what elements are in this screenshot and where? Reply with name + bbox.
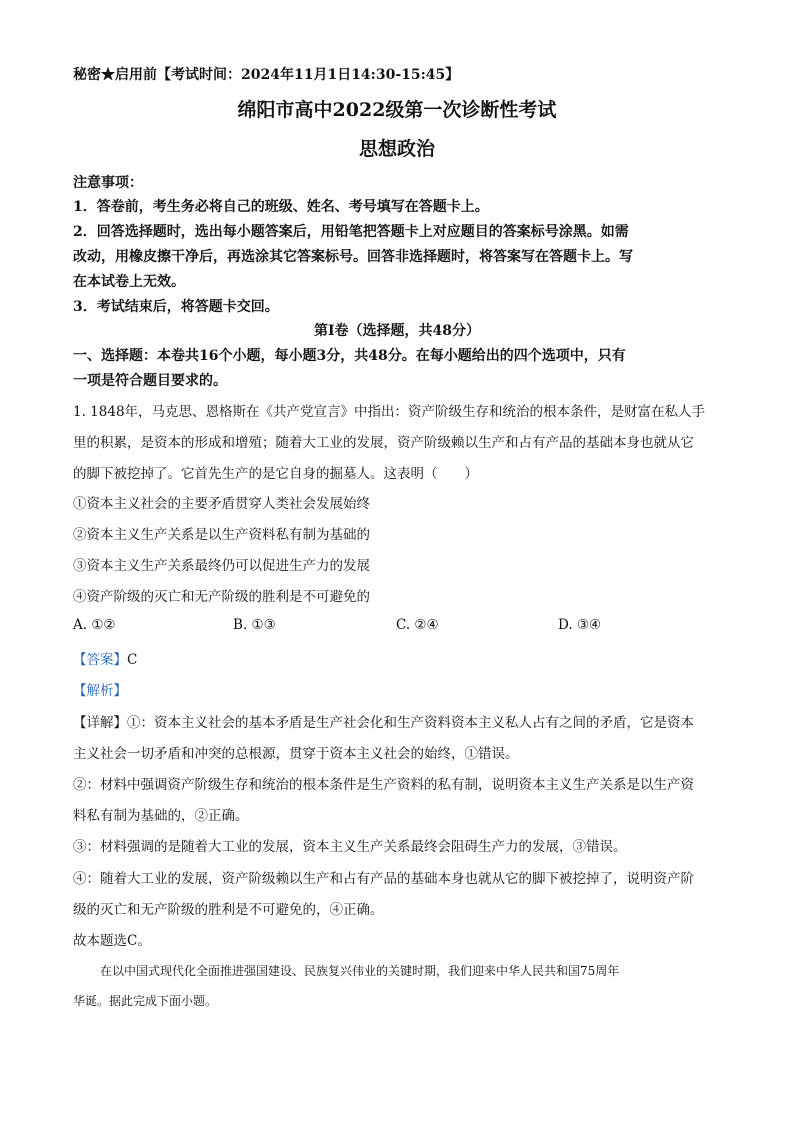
detail-1-line-2: 主义社会一切矛盾和冲突的总根源，贯穿于资本主义社会的始终，①错误。 (73, 746, 519, 762)
notice-item-2-line-2: 改动，用橡皮擦干净后，再选涂其它答案标号。回答非选择题时，将答案写在答题卡上。写 (73, 249, 633, 265)
option-d: D. ③④ (558, 617, 602, 633)
secret-exam-time-line: 秘密★启用前【考试时间：2024年11月1日14:30-15:45】 (73, 67, 460, 83)
section-title: 第Ⅰ卷（选择题，共48分） (313, 323, 481, 339)
statement-4: ④资产阶级的灭亡和无产阶级的胜利是不可避免的 (73, 589, 370, 605)
subject-title: 思想政治 (358, 138, 435, 160)
answer-tag: 【答案】 (73, 652, 127, 668)
option-b: B. ①③ (233, 617, 276, 633)
option-a: A. ①② (73, 617, 116, 633)
detail-2-line-2: 料私有制为基础的，②正确。 (73, 808, 249, 824)
passage-line-2: 华诞。据此完成下面小题。 (73, 994, 218, 1008)
statement-3: ③资本主义生产关系最终仍可以促进生产力的发展 (73, 558, 370, 574)
detail-4-line-1: ④：随着大工业的发展，资产阶级赖以生产和占有产品的基础本身也就从它的脚下被挖掉了，说明资产阶 (73, 871, 694, 887)
detail-1-line-1 (73, 711, 694, 731)
section-instruction-line-2: 一项是符合题目要求的。 (73, 373, 227, 389)
detail-3: ③：材料强调的是随着大工业的发展，资本主义生产关系最终会阻碍生产力的发展，③错误。 (73, 839, 627, 855)
section-instruction-line-1: 一、选择题：本卷共16个小题，每小题3分，共48分。在每小题给出的四个选项中，只有 (73, 348, 626, 364)
question-1-stem-line-3: 的脚下被挖掉了。它首先生产的是它自身的掘墓人。这表明（ ） (73, 466, 478, 482)
answer-value: C (127, 652, 138, 668)
statement-2: ②资本主义生产关系是以生产资料私有制为基础的 (73, 527, 370, 543)
notice-heading: 注意事项： (73, 175, 143, 191)
notice-item-3: 3．考试结束后，将答题卡交回。 (73, 299, 279, 315)
notice-item-2-line-3: 在本试卷上无效。 (73, 274, 185, 290)
detail-2-line-1: ②：材料中强调资产阶级生存和统治的根本条件是生产资料的私有制，说明资本主义生产关系是以生产资 (73, 777, 694, 793)
detail-4-line-2: 级的灭亡和无产阶级的胜利是不可避免的，④正确。 (73, 902, 384, 918)
option-c: C. ②④ (396, 617, 439, 633)
detail-tag: 【详解】 (73, 715, 127, 731)
statement-1: ①资本主义社会的主要矛盾贯穿人类社会发展始终 (73, 496, 370, 512)
notice-item-1: 1．答卷前，考生务必将自己的班级、姓名、考号填写在答题卡上。 (73, 199, 489, 215)
answer-line (73, 648, 137, 668)
question-1-stem-line-1: 1. 1848年，马克思、恩格斯在《共产党宣言》中指出：资产阶级生存和统治的根本条件，是财富在私人手 (73, 404, 706, 420)
detail-1-text: ①：资本主义社会的基本矛盾是生产社会化和生产资料资本主义私人占有之间的矛盾，它是资本 (127, 715, 694, 731)
conclusion: 故本题选C。 (73, 933, 151, 949)
notice-item-2-line-1: 2．回答选择题时，选出每小题答案后，用铅笔把答题卡上对应题目的答案标号涂黑。如需 (73, 224, 629, 240)
question-1-stem-line-2: 里的积累，是资本的形成和增殖；随着大工业的发展，资产阶级赖以生产和占有产品的基础本身也就从它 (73, 435, 694, 451)
passage-line-1: 在以中国式现代化全面推进强国建设、民族复兴伟业的关键时期，我们迎来中华人民共和国75周年 (100, 964, 620, 978)
analysis-tag: 【解析】 (73, 683, 127, 699)
exam-title: 绵阳市高中2022级第一次诊断性考试 (237, 99, 557, 121)
